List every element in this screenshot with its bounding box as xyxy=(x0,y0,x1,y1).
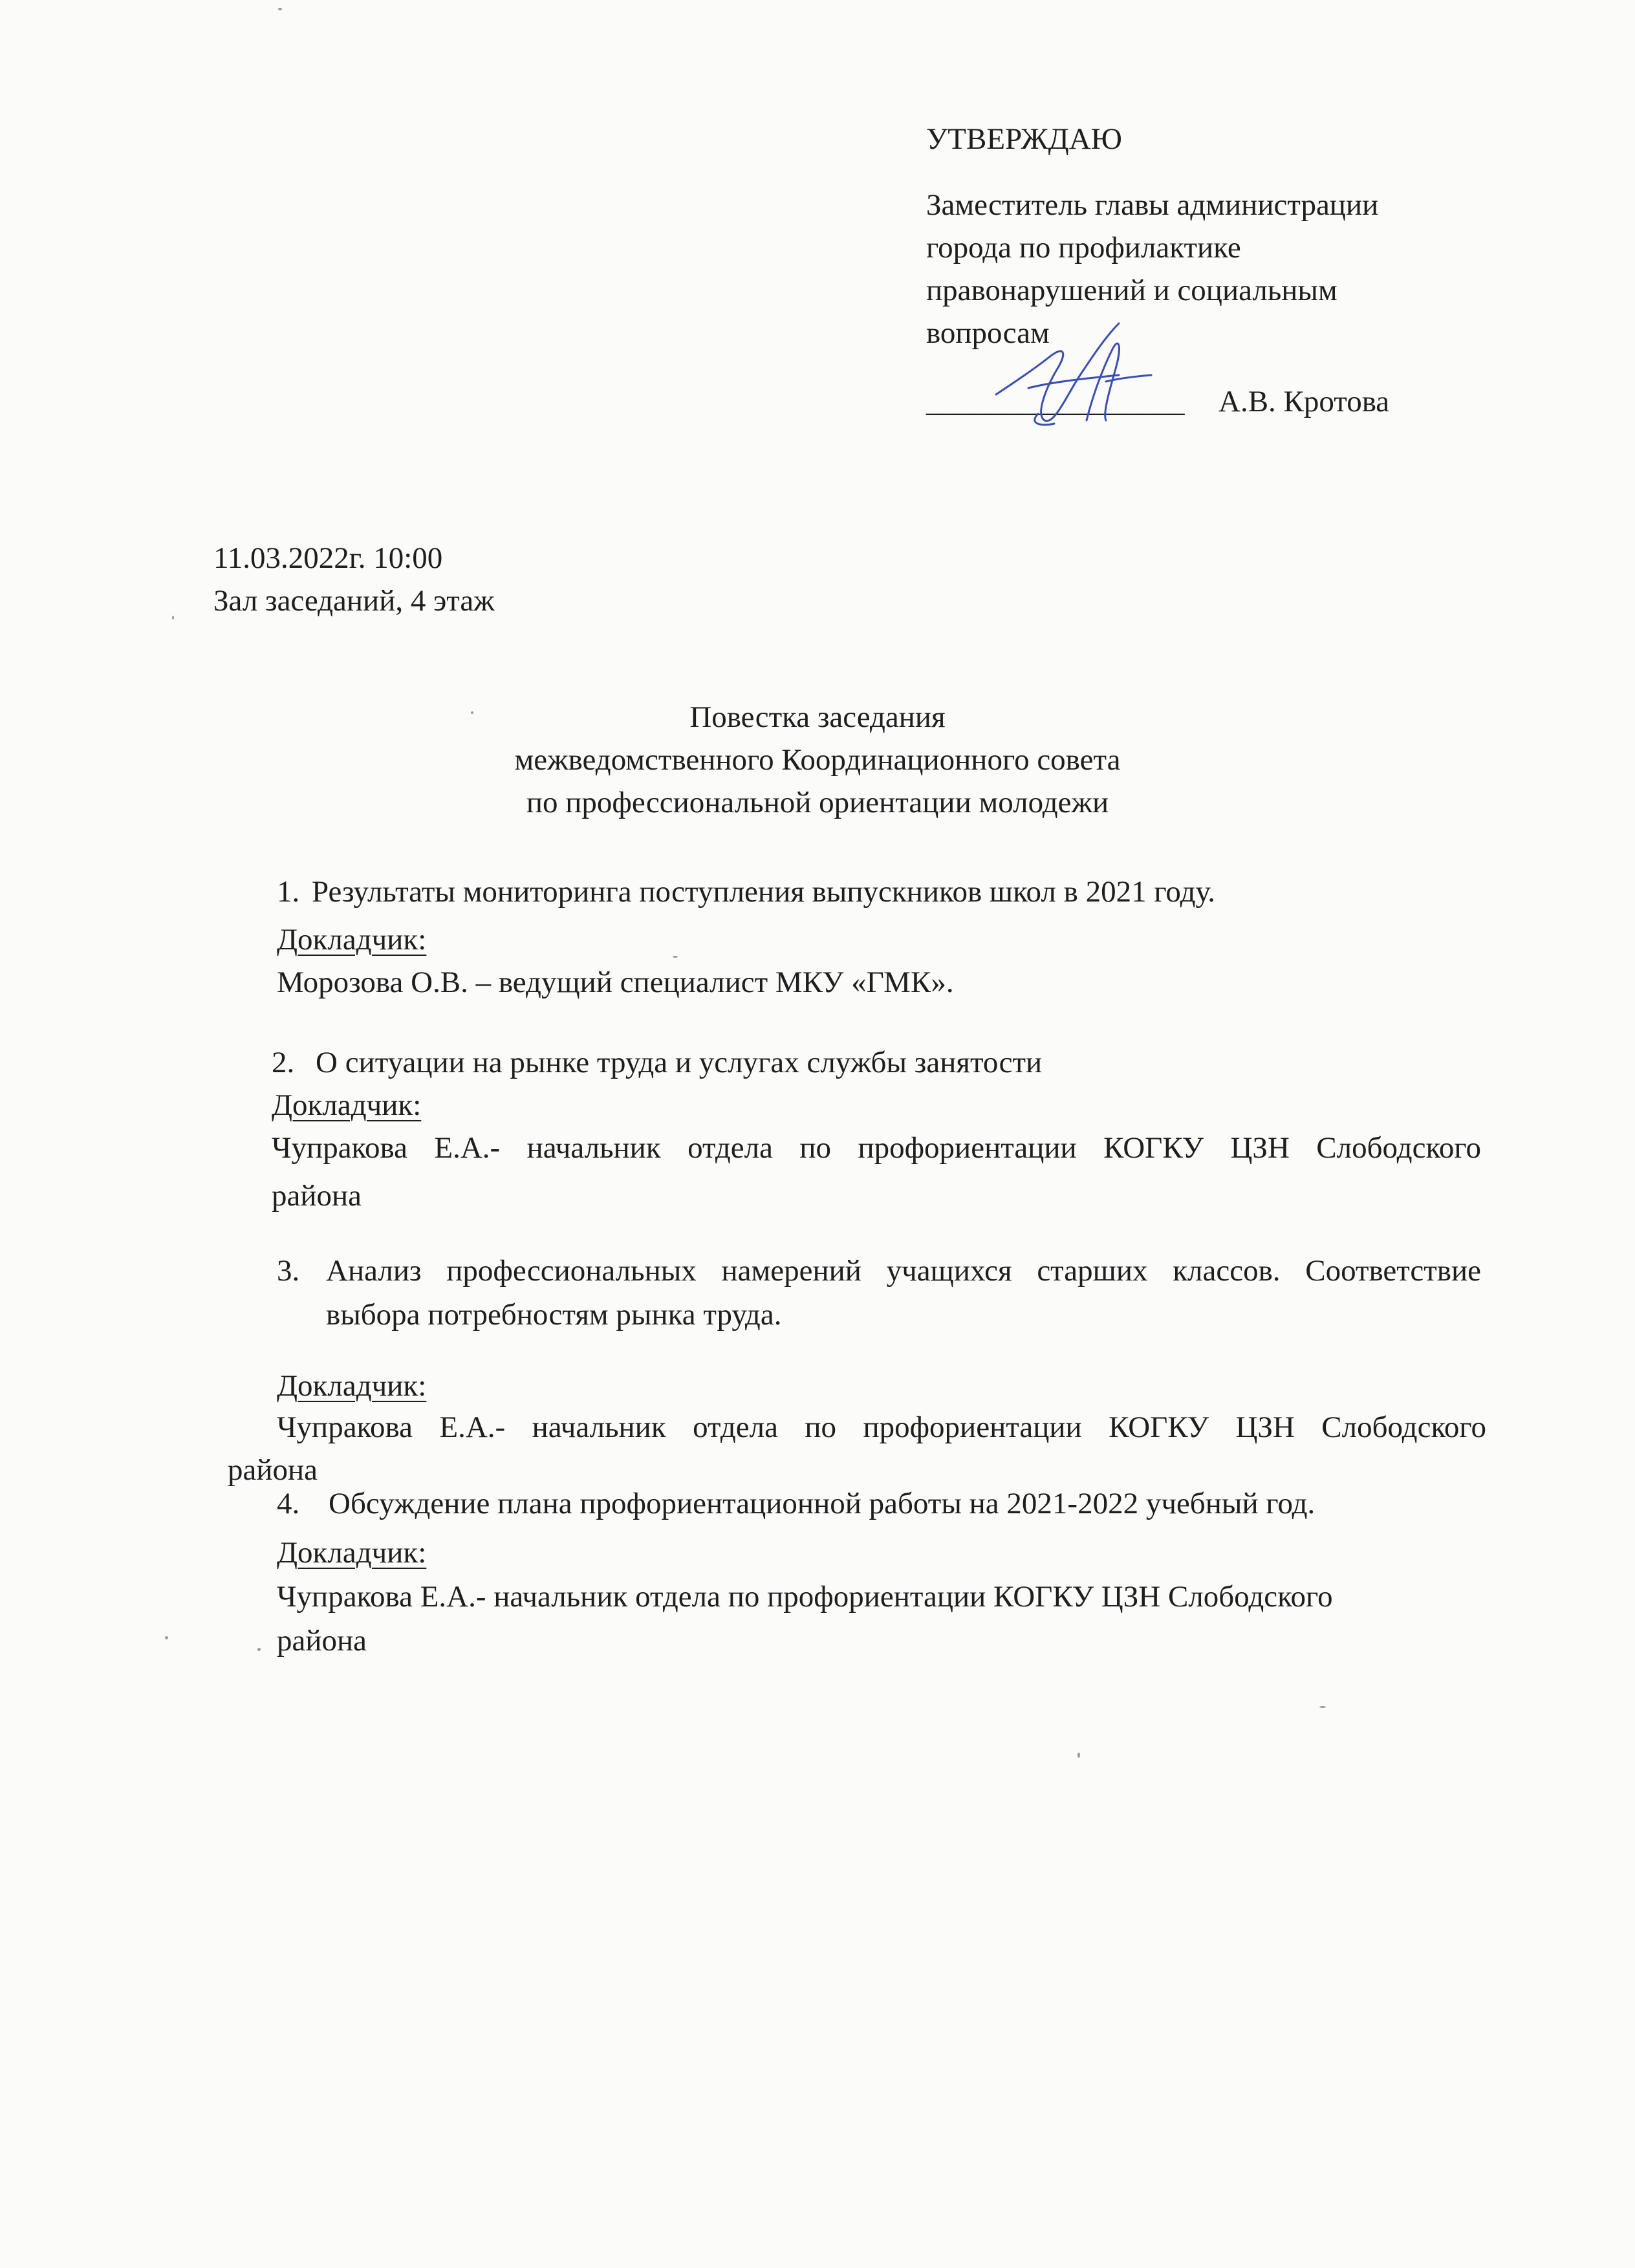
scan-speck xyxy=(1319,1706,1326,1708)
agenda-topic: Результаты мониторинга поступления выпускников школ в 2021 году. xyxy=(312,875,1216,909)
agenda-number: 3. xyxy=(277,1254,300,1288)
scan-speck xyxy=(278,8,282,10)
speaker-name-continued: района xyxy=(277,1624,367,1658)
scan-speck xyxy=(257,1648,261,1651)
agenda-number: 1. xyxy=(277,875,300,909)
scan-speck xyxy=(165,1636,168,1639)
scan-speck xyxy=(471,711,473,714)
speaker-label: Докладчик: xyxy=(277,1536,427,1570)
speaker-label: Докладчик: xyxy=(277,1369,427,1403)
approval-position-line: города по профилактике xyxy=(926,231,1241,265)
approval-position-line: правонарушений и социальным xyxy=(926,274,1337,307)
title-line: межведомственного Координационного совета xyxy=(514,743,1121,777)
speaker-label: Докладчик: xyxy=(277,923,427,956)
agenda-topic: Обсуждение плана профориентационной работы на 2021-2022 учебный год. xyxy=(329,1487,1316,1520)
agenda-topic-continued: выбора потребностям рынка труда. xyxy=(326,1298,782,1332)
agenda-topic: О ситуации на рынке труда и услугах службы занятости xyxy=(316,1046,1043,1079)
approval-heading: УТВЕРЖДАЮ xyxy=(926,122,1122,156)
speaker-name: Чупракова Е.А.- начальник отдела по профориентации КОГКУ ЦЗН Слободского xyxy=(277,1410,1486,1444)
approval-signer: А.В. Кротова xyxy=(1218,385,1390,418)
speaker-label: Докладчик: xyxy=(272,1088,422,1122)
title-line: по профессиональной ориентации молодежи xyxy=(526,786,1109,819)
speaker-name: Чупракова Е.А.- начальник отдела по профориентации КОГКУ ЦЗН Слободского xyxy=(272,1131,1481,1165)
signature-line: _________________ xyxy=(926,385,1185,418)
speaker-name: Чупракова Е.А.- начальник отдела по профориентации КОГКУ ЦЗН Слободского xyxy=(277,1580,1333,1614)
agenda-topic: Анализ профессиональных намерений учащихся старших классов. Соответствие xyxy=(326,1254,1481,1288)
approval-position-line: Заместитель главы администрации xyxy=(926,188,1379,222)
scan-speck xyxy=(172,616,174,620)
title-line: Повестка заседания xyxy=(689,700,946,734)
approval-position-line: вопросам xyxy=(926,316,1050,350)
speaker-name: Морозова О.В. – ведущий специалист МКУ «ГМК». xyxy=(277,966,954,999)
speaker-name-continued: района xyxy=(228,1453,318,1487)
agenda-number: 4. xyxy=(277,1487,300,1520)
scan-speck xyxy=(673,956,678,958)
scan-speck xyxy=(1077,1753,1080,1758)
speaker-name-continued: района xyxy=(272,1179,362,1213)
meeting-place: Зал заседаний, 4 этаж xyxy=(213,584,495,618)
handwritten-signature-icon xyxy=(990,317,1158,433)
meeting-datetime: 11.03.2022г. 10:00 xyxy=(213,541,443,575)
agenda-number: 2. xyxy=(272,1046,295,1079)
